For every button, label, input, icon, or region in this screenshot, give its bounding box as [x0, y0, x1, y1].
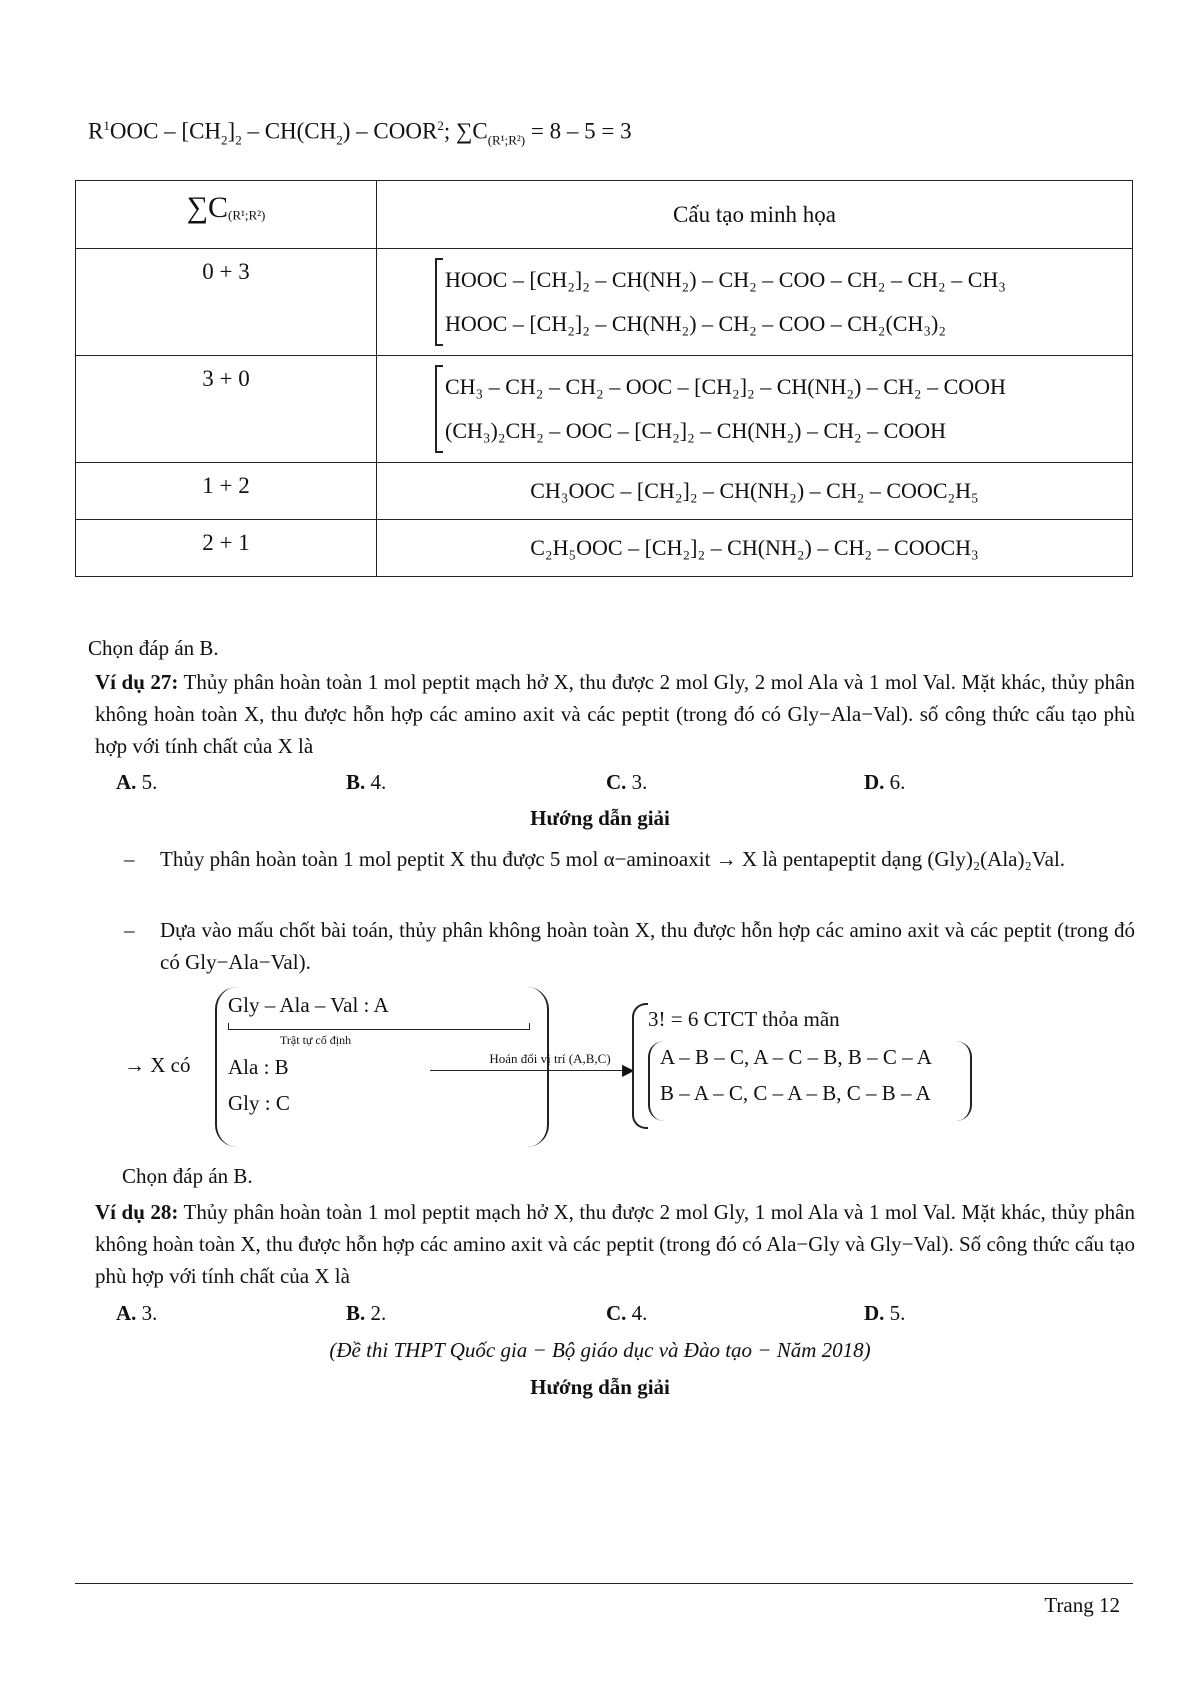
row-left-cell: 2 + 1 [76, 520, 377, 577]
option-key: A. [116, 1301, 137, 1325]
option-d [864, 1301, 905, 1326]
formula-text: ) – COOR [342, 118, 438, 144]
top-formula [88, 118, 632, 148]
option-a [116, 1301, 157, 1326]
formula-text: = 8 – 5 = 3 [525, 118, 632, 144]
bullet-text: Dựa vào mấu chốt bài toán, thủy phân không hoàn toàn X, thu được hỗn hợp các amino axit và các peptit (trong đó có Gly−Ala−Val). [160, 918, 1135, 974]
option-value: 3. [626, 770, 648, 794]
row-left-cell: 0 + 3 [76, 249, 377, 356]
table-row [76, 356, 1133, 463]
formula-text: ] [227, 118, 236, 144]
guide-title: Hướng dẫn giải [530, 806, 670, 830]
bullet-dash: – [124, 918, 135, 942]
option-value: 5. [136, 770, 158, 794]
option-a [116, 770, 157, 795]
option-value: 3. [136, 1301, 158, 1325]
row-right-cell [377, 520, 1133, 577]
bullet-item [124, 914, 1135, 978]
header-right-cell: Cấu tạo minh họa [377, 181, 1133, 249]
underbrace [228, 1023, 530, 1030]
formula-sub: 2 [221, 132, 228, 148]
option-key: C. [606, 1301, 627, 1325]
structure-line: C₂H₅OOC – [CH₂]₂ – CH(NH₂) – CH₂ – COOCH₃ [530, 535, 979, 560]
formula-sub: 2 [336, 132, 343, 148]
reaction-scheme [120, 985, 1120, 1145]
brace-icon [632, 1003, 648, 1129]
row-left-cell: 1 + 2 [76, 463, 377, 520]
structure-line: (CH₃)₂CH₂ – OOC – [CH₂]₂ – CH(NH₂) – CH₂ – COOH [445, 418, 947, 443]
scheme-prefix: → X có [124, 1053, 191, 1077]
formula-text: OOC – [CH [109, 118, 222, 144]
option-value: 4. [365, 770, 387, 794]
structure-line: CH₃ – CH₂ – CH₂ – OOC – [CH₂]₂ – CH(NH₂) – CH₂ – COOH [445, 374, 1006, 399]
option-key: C. [606, 770, 627, 794]
formula-text: R [88, 118, 104, 144]
item-b: Ala : B [228, 1055, 289, 1079]
table-header-row [76, 181, 1133, 249]
option-c [606, 1301, 647, 1326]
row-right-cell [377, 463, 1133, 520]
page-number: Trang 12 [1044, 1593, 1120, 1617]
footer-divider [75, 1583, 1133, 1584]
option-value: 4. [626, 1301, 648, 1325]
bullet-item [124, 843, 1135, 875]
option-key: D. [864, 770, 885, 794]
option-d [864, 770, 905, 795]
option-b [346, 770, 386, 795]
row-left-cell: 3 + 0 [76, 356, 377, 463]
table-row [76, 463, 1133, 520]
formula-sub: 2 [235, 132, 242, 148]
arrow-line [430, 1070, 626, 1071]
example-27 [95, 666, 1135, 762]
row-right-cell [377, 249, 1133, 356]
option-value: 5. [884, 1301, 906, 1325]
formula-text: ; ∑C [443, 118, 488, 144]
table-row [76, 520, 1133, 577]
source-citation: (Đề thi THPT Quốc gia − Bộ giáo dục và Đào tạo − Năm 2018) [329, 1338, 871, 1362]
table-row [76, 249, 1133, 356]
formula-text: – CH(CH [241, 118, 337, 144]
structure-line: HOOC – [CH₂]₂ – CH(NH₂) – CH₂ – COO – CH₂(CH₃)₂ [445, 311, 947, 336]
guide-title: Hướng dẫn giải [530, 1375, 670, 1399]
answer-line: Chọn đáp án B. [88, 636, 219, 660]
sigma-sub: (R¹;R²) [227, 207, 266, 223]
option-b [346, 1301, 386, 1326]
structure-line: HOOC – [CH₂]₂ – CH(NH₂) – CH₂ – COO – CH₂ – CH₂ – CH₃ [445, 267, 1006, 292]
option-value: 2. [365, 1301, 387, 1325]
example-label: Ví dụ 28: [95, 1200, 179, 1224]
example-text: Thủy phân hoàn toàn 1 mol peptit mạch hở X, thu được 2 mol Gly, 1 mol Ala và 1 mol Val. Mặt khác, thủy phân không hoàn toàn X, thu được hỗn hợp các amino axit và các peptit (trong đó có Ala−Gly và Gly−Val). Số công thức cấu tạo phù hợp với tính chất của X là [95, 1200, 1135, 1288]
example-label: Ví dụ 27: [95, 670, 179, 694]
option-key: B. [346, 770, 366, 794]
formula-sup: 2 [437, 118, 444, 133]
answer-line: Chọn đáp án B. [122, 1164, 253, 1188]
result-line: A – B – C, A – C – B, B – C – A [660, 1045, 932, 1069]
bracket-group [435, 258, 1132, 346]
item-c: Gly : C [228, 1091, 290, 1115]
formula-sup: 1 [103, 118, 110, 133]
item-a: Gly – Ala – Val : A [228, 993, 389, 1017]
formula-sub: (R¹;R²) [487, 132, 526, 148]
bullet-text: Thủy phân hoàn toàn 1 mol peptit X thu được 5 mol α−aminoaxit → X là pentapeptit dạng (Gly)₂(Ala)₂Val. [160, 847, 1066, 871]
result-line: B – A – C, C – A – B, C – B – A [660, 1081, 931, 1105]
fixed-order-note: Trật tự cố định [280, 1033, 352, 1047]
option-key: D. [864, 1301, 885, 1325]
option-c [606, 770, 647, 795]
example-28 [95, 1196, 1135, 1292]
structure-table [75, 180, 1133, 577]
header-left-cell [76, 181, 377, 249]
option-value: 6. [884, 770, 906, 794]
arrow-head-icon: ▶ [622, 1062, 635, 1079]
arrow-label: Hoán đổi vị trí (A,B,C) [489, 1051, 611, 1066]
row-right-cell [377, 356, 1133, 463]
example-text: Thủy phân hoàn toàn 1 mol peptit mạch hở X, thu được 2 mol Gly, 2 mol Ala và 1 mol Val. Mặt khác, thủy phân không hoàn toàn X, thu được hỗn hợp các amino axit và các peptit (trong đó có Gly−Ala−Val). số công thức cấu tạo phù hợp với tính chất của X là [95, 670, 1135, 758]
option-key: A. [116, 770, 137, 794]
bullet-dash: – [124, 847, 135, 871]
result-top: 3! = 6 CTCT thỏa mãn [648, 1007, 840, 1031]
structure-line: CH₃OOC – [CH₂]₂ – CH(NH₂) – CH₂ – COOC₂H₅ [530, 478, 979, 503]
bracket-group [435, 365, 1132, 453]
option-key: B. [346, 1301, 366, 1325]
sigma-label: ∑C [186, 191, 228, 224]
